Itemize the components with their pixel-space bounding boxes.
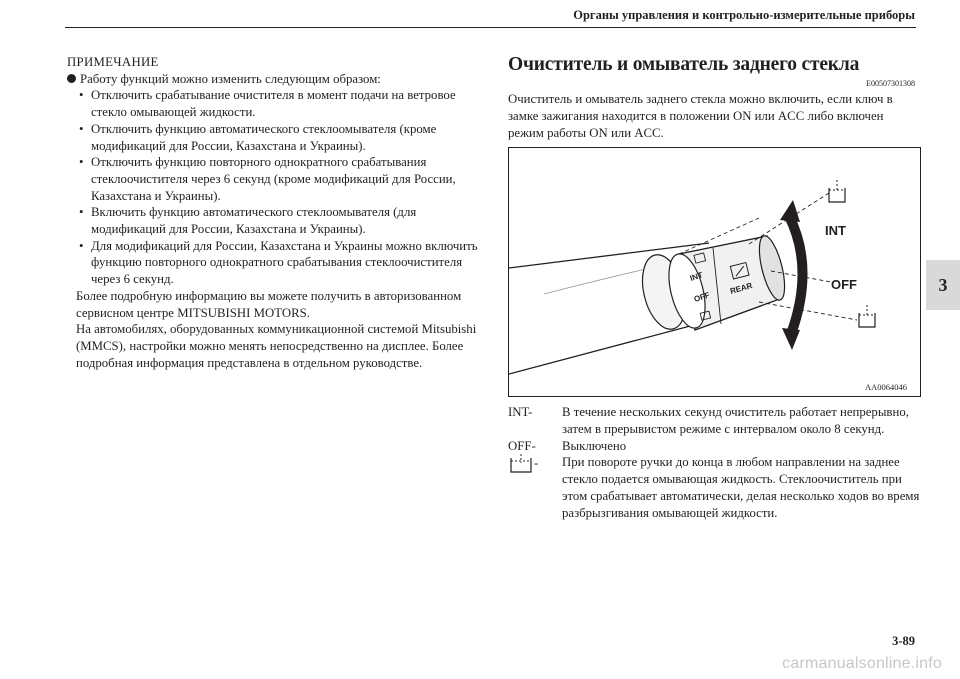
arrow-down-icon	[782, 328, 800, 350]
header-rule	[65, 27, 916, 28]
legend-off-text: Выключено	[562, 438, 627, 453]
list-item-text: Отключить функцию повторного однократного срабатывания стеклоочистителя через 6 секунд (кроме модификаций для России, Казахстана и Украины).	[91, 155, 456, 203]
list-item-text: Отключить срабатывание очистителя в момент подачи на ветровое стекло омывающей жидкости.	[91, 88, 456, 120]
rotation-arrow	[789, 216, 803, 334]
legend-int-text: В течение нескольких секунд очиститель работает непрерывно, затем в прерывистом режиме с интервалом около 8 секунд.	[562, 405, 909, 436]
legend-washer	[508, 454, 920, 521]
int-position-label: INT	[825, 223, 846, 238]
note-block	[67, 54, 487, 371]
list-item: • Отключить функцию автоматического стеклоомывателя (кроме модификаций для России, Казахстана и Украины).	[79, 121, 437, 153]
watermark: carmanualsonline.info	[782, 655, 942, 672]
legend-int-key: INT-	[508, 405, 533, 419]
note-lead-text: Работу функций можно изменить следующим образом:	[80, 71, 381, 86]
section-code: E00507301308	[866, 79, 915, 88]
knob-off-label: OFF	[692, 290, 711, 304]
wiper-switch-figure	[508, 147, 921, 397]
washer-bottom-icon	[859, 305, 875, 327]
legend-off	[508, 438, 920, 455]
wiper-lever-illustration	[509, 148, 920, 396]
chapter-tab[interactable]: 3	[926, 260, 960, 310]
list-item-text: Для модификаций для России, Казахстана и Украины можно включить функцию повторного однократного срабатывания стеклоочистителя через 6 секунд.	[91, 238, 478, 287]
list-item-text: Включить функцию автоматического стеклоомывателя (для модификаций для России, Казахстана и Украины).	[91, 205, 417, 237]
section-title: Очиститель и омыватель заднего стекла	[508, 54, 860, 75]
legend-int	[508, 404, 920, 438]
list-item: • Для модификаций для России, Казахстана и Украины можно включить функцию повторного однократного срабатывания стеклоочистителя через 6 секунд.	[79, 238, 478, 287]
list-item: • Отключить функцию повторного однократного срабатывания стеклоочистителя через 6 секунд (кроме модификаций для России, Казахстана и Украины).	[79, 155, 456, 203]
list-item-text: Отключить функцию автоматического стеклоомывателя (кроме модификаций для России, Казахстана и Украины).	[91, 121, 437, 153]
legend-off-key: OFF-	[508, 438, 536, 453]
legend-list	[508, 404, 920, 522]
note-paragraph-mmcs: На автомобилях, оборудованных коммуникационной системой Mitsubishi (MMCS), настройки можно менять непосредственно на дисплее. Более подробная информация представлена в отдельном руководстве.	[76, 322, 477, 370]
list-item: • Включить функцию автоматического стеклоомывателя (для модификаций для России, Казахстана и Украины).	[79, 205, 417, 237]
running-header: Органы управления и контрольно-измерительные приборы	[573, 8, 915, 22]
legend-washer-text: При повороте ручки до конца в любом направлении на заднее стекло подается омывающая жидкость. Стеклоочиститель при этом срабатывает автоматически, делая несколько ходов во время разбрызгивания омывающей жидкости.	[562, 455, 920, 520]
off-position-label: OFF	[831, 277, 857, 292]
washer-top-icon	[829, 180, 845, 202]
legend-washer-dash: -	[534, 456, 539, 471]
rear-washer-icon	[508, 454, 534, 474]
note-title: ПРИМЕЧАНИЕ	[67, 55, 159, 69]
list-item: • Отключить срабатывание очистителя в момент подачи на ветровое стекло омывающей жидкости.	[79, 88, 456, 120]
knob-int-label: INT	[688, 270, 704, 283]
note-list	[67, 87, 487, 287]
note-paragraph-service: Более подробную информацию вы можете получить в авторизованном сервисном центре MITSUBISHI MOTORS.	[76, 288, 462, 320]
figure-id: AA0064046	[865, 382, 908, 392]
arrow-up-icon	[780, 200, 800, 222]
knob-rear-label: REAR	[729, 281, 754, 296]
note-lead	[67, 71, 487, 88]
bullet-dot-icon	[67, 74, 76, 83]
page-number: 3-89	[892, 634, 915, 648]
section-intro: Очиститель и омыватель заднего стекла можно включить, если ключ в замке зажигания находится в положении ON или ACC либо включен режим работы ON или ACC.	[508, 92, 893, 140]
legend-washer-key	[508, 454, 538, 474]
